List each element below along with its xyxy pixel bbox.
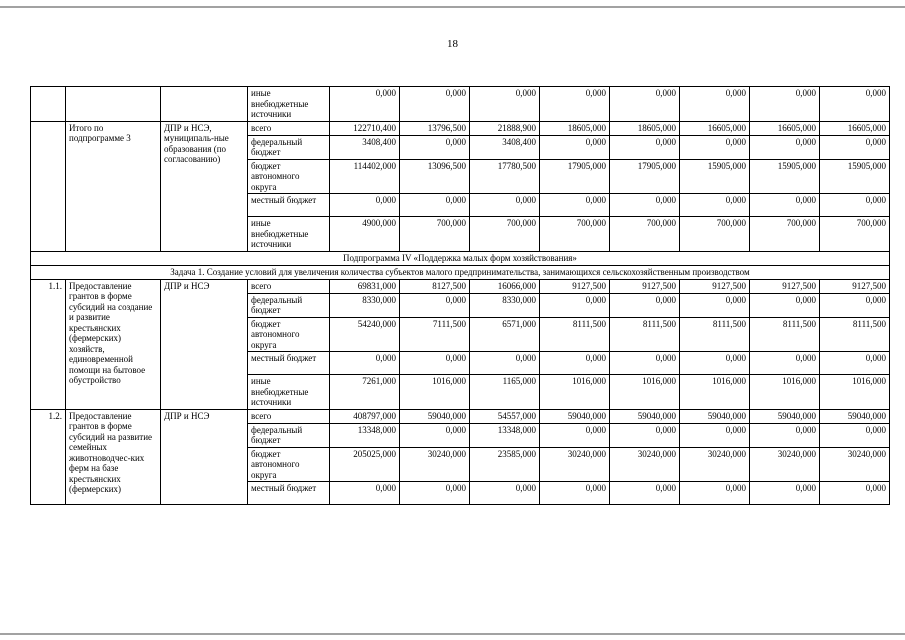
- amount-cell: 59040,000: [540, 409, 610, 423]
- amount-cell: 16605,000: [680, 121, 750, 135]
- amount-cell: 0,000: [750, 87, 820, 122]
- amount-cell: 0,000: [400, 194, 470, 217]
- amount-cell: 408797,000: [330, 409, 400, 423]
- executor-cell: ДПР и НСЭ, муниципаль-ные образования (по согласованию): [161, 121, 248, 251]
- amount-cell: 30240,000: [400, 447, 470, 482]
- amount-cell: 0,000: [680, 135, 750, 159]
- amount-cell: 0,000: [470, 482, 540, 505]
- row-index-cell: 1.1.: [31, 279, 66, 409]
- amount-cell: 16605,000: [820, 121, 890, 135]
- amount-cell: 0,000: [820, 352, 890, 375]
- table-row: [31, 409, 890, 423]
- amount-cell: 54557,000: [470, 409, 540, 423]
- amount-cell: 8127,500: [400, 279, 470, 293]
- amount-cell: 1016,000: [820, 375, 890, 410]
- funding-source-cell: всего: [248, 279, 330, 293]
- amount-cell: 0,000: [820, 293, 890, 317]
- amount-cell: 0,000: [400, 135, 470, 159]
- funding-source-cell: федеральный бюджет: [248, 293, 330, 317]
- funding-source-cell: иные внебюджетные источники: [248, 375, 330, 410]
- funding-source-cell: федеральный бюджет: [248, 423, 330, 447]
- amount-cell: 59040,000: [750, 409, 820, 423]
- amount-cell: 0,000: [470, 194, 540, 217]
- amount-cell: 59040,000: [400, 409, 470, 423]
- amount-cell: 18605,000: [540, 121, 610, 135]
- amount-cell: 1016,000: [400, 375, 470, 410]
- page-number: 18: [447, 38, 458, 50]
- amount-cell: 700,000: [610, 217, 680, 252]
- funding-source-cell: всего: [248, 121, 330, 135]
- amount-cell: 30240,000: [540, 447, 610, 482]
- amount-cell: 16066,000: [470, 279, 540, 293]
- table-row: [31, 87, 890, 122]
- amount-cell: 0,000: [820, 194, 890, 217]
- amount-cell: 0,000: [750, 352, 820, 375]
- amount-cell: 21888,900: [470, 121, 540, 135]
- amount-cell: 0,000: [680, 482, 750, 505]
- amount-cell: 0,000: [750, 293, 820, 317]
- amount-cell: 0,000: [330, 87, 400, 122]
- amount-cell: 15905,000: [820, 159, 890, 194]
- amount-cell: 9127,500: [540, 279, 610, 293]
- amount-cell: 59040,000: [610, 409, 680, 423]
- amount-cell: 0,000: [610, 423, 680, 447]
- amount-cell: 700,000: [400, 217, 470, 252]
- amount-cell: 0,000: [400, 352, 470, 375]
- amount-cell: 15905,000: [680, 159, 750, 194]
- amount-cell: 9127,500: [610, 279, 680, 293]
- executor-cell: ДПР и НСЭ: [161, 409, 248, 505]
- amount-cell: 1165,000: [470, 375, 540, 410]
- amount-cell: 3408,400: [470, 135, 540, 159]
- amount-cell: 0,000: [680, 293, 750, 317]
- amount-cell: 0,000: [540, 293, 610, 317]
- amount-cell: 0,000: [610, 135, 680, 159]
- task-title: Задача 1. Создание условий для увеличения количества субъектов малого предпринимательства, занимающихся сельскохозяйственным производством: [31, 265, 890, 279]
- amount-cell: 8330,000: [330, 293, 400, 317]
- amount-cell: 17905,000: [540, 159, 610, 194]
- amount-cell: 700,000: [540, 217, 610, 252]
- row-index-cell: [31, 121, 66, 251]
- amount-cell: 0,000: [400, 423, 470, 447]
- amount-cell: 0,000: [610, 87, 680, 122]
- amount-cell: 0,000: [680, 194, 750, 217]
- table-row: [31, 121, 890, 135]
- amount-cell: 0,000: [470, 87, 540, 122]
- amount-cell: 8330,000: [470, 293, 540, 317]
- amount-cell: 1016,000: [750, 375, 820, 410]
- amount-cell: 7111,500: [400, 317, 470, 352]
- amount-cell: 8111,500: [820, 317, 890, 352]
- amount-cell: 0,000: [820, 135, 890, 159]
- amount-cell: 0,000: [330, 352, 400, 375]
- amount-cell: 59040,000: [680, 409, 750, 423]
- scan-bottom-edge: [0, 633, 905, 635]
- amount-cell: 700,000: [820, 217, 890, 252]
- amount-cell: 0,000: [610, 352, 680, 375]
- amount-cell: 205025,000: [330, 447, 400, 482]
- amount-cell: 0,000: [750, 423, 820, 447]
- amount-cell: 0,000: [400, 87, 470, 122]
- amount-cell: 0,000: [610, 482, 680, 505]
- amount-cell: 1016,000: [610, 375, 680, 410]
- funding-source-cell: местный бюджет: [248, 482, 330, 505]
- funding-source-cell: местный бюджет: [248, 352, 330, 375]
- amount-cell: 17905,000: [610, 159, 680, 194]
- amount-cell: 8111,500: [750, 317, 820, 352]
- amount-cell: 0,000: [330, 194, 400, 217]
- amount-cell: 0,000: [470, 352, 540, 375]
- funding-source-cell: бюджет автономного округа: [248, 447, 330, 482]
- amount-cell: 0,000: [680, 87, 750, 122]
- amount-cell: 122710,400: [330, 121, 400, 135]
- amount-cell: 1016,000: [540, 375, 610, 410]
- program-funding-table: [30, 86, 890, 505]
- amount-cell: 9127,500: [750, 279, 820, 293]
- amount-cell: 700,000: [470, 217, 540, 252]
- amount-cell: 13796,500: [400, 121, 470, 135]
- amount-cell: 6571,000: [470, 317, 540, 352]
- executor-cell: [161, 87, 248, 122]
- amount-cell: 0,000: [750, 482, 820, 505]
- subprogram-title: Подпрограмма IV «Поддержка малых форм хозяйствования»: [31, 251, 890, 265]
- amount-cell: 0,000: [540, 87, 610, 122]
- amount-cell: 0,000: [540, 194, 610, 217]
- funding-source-cell: федеральный бюджет: [248, 135, 330, 159]
- amount-cell: 0,000: [540, 352, 610, 375]
- amount-cell: 13348,000: [330, 423, 400, 447]
- amount-cell: 13348,000: [470, 423, 540, 447]
- amount-cell: 700,000: [750, 217, 820, 252]
- amount-cell: 0,000: [610, 194, 680, 217]
- amount-cell: 0,000: [820, 87, 890, 122]
- amount-cell: 18605,000: [610, 121, 680, 135]
- funding-source-cell: бюджет автономного округа: [248, 317, 330, 352]
- executor-cell: ДПР и НСЭ: [161, 279, 248, 409]
- amount-cell: 0,000: [680, 352, 750, 375]
- amount-cell: 0,000: [680, 423, 750, 447]
- funding-source-cell: иные внебюджетные источники: [248, 87, 330, 122]
- amount-cell: 0,000: [750, 194, 820, 217]
- amount-cell: 15905,000: [750, 159, 820, 194]
- funding-source-cell: всего: [248, 409, 330, 423]
- measure-name-cell: Предоставление грантов в форме субсидий на развитие семейных животноводчес-ких ферм на базе крестьянских (фермерских): [66, 409, 161, 505]
- amount-cell: 8111,500: [540, 317, 610, 352]
- amount-cell: 0,000: [540, 482, 610, 505]
- amount-cell: 0,000: [750, 135, 820, 159]
- amount-cell: 54240,000: [330, 317, 400, 352]
- amount-cell: 0,000: [400, 482, 470, 505]
- amount-cell: 0,000: [610, 293, 680, 317]
- amount-cell: 0,000: [540, 135, 610, 159]
- amount-cell: 9127,500: [680, 279, 750, 293]
- scan-top-edge: [0, 6, 905, 8]
- amount-cell: 0,000: [330, 482, 400, 505]
- amount-cell: 0,000: [540, 423, 610, 447]
- amount-cell: 17780,500: [470, 159, 540, 194]
- amount-cell: 0,000: [400, 293, 470, 317]
- amount-cell: 69831,000: [330, 279, 400, 293]
- row-index-cell: [31, 87, 66, 122]
- funding-source-cell: иные внебюджетные источники: [248, 217, 330, 252]
- amount-cell: 59040,000: [820, 409, 890, 423]
- row-index-cell: 1.2.: [31, 409, 66, 505]
- amount-cell: 8111,500: [610, 317, 680, 352]
- amount-cell: 0,000: [820, 423, 890, 447]
- amount-cell: 30240,000: [680, 447, 750, 482]
- amount-cell: 700,000: [680, 217, 750, 252]
- amount-cell: 9127,500: [820, 279, 890, 293]
- funding-source-cell: бюджет автономного округа: [248, 159, 330, 194]
- amount-cell: 0,000: [820, 482, 890, 505]
- amount-cell: 3408,400: [330, 135, 400, 159]
- amount-cell: 4900,000: [330, 217, 400, 252]
- amount-cell: 16605,000: [750, 121, 820, 135]
- amount-cell: 30240,000: [750, 447, 820, 482]
- task-header-row: [31, 265, 890, 279]
- amount-cell: 23585,000: [470, 447, 540, 482]
- amount-cell: 7261,000: [330, 375, 400, 410]
- section-header-row: [31, 251, 890, 265]
- measure-name-cell: Предоставление грантов в форме субсидий на создание и развитие крестьянских (фермерских) хозяйств, единовременной помощи на бытовое обустройство: [66, 279, 161, 409]
- table-row: [31, 279, 890, 293]
- amount-cell: 13096,500: [400, 159, 470, 194]
- amount-cell: 30240,000: [610, 447, 680, 482]
- measure-name-cell: [66, 87, 161, 122]
- amount-cell: 114402,000: [330, 159, 400, 194]
- amount-cell: 30240,000: [820, 447, 890, 482]
- funding-source-cell: местный бюджет: [248, 194, 330, 217]
- measure-name-cell: Итого по подпрограмме 3: [66, 121, 161, 251]
- amount-cell: 1016,000: [680, 375, 750, 410]
- amount-cell: 8111,500: [680, 317, 750, 352]
- table-body: [31, 87, 890, 505]
